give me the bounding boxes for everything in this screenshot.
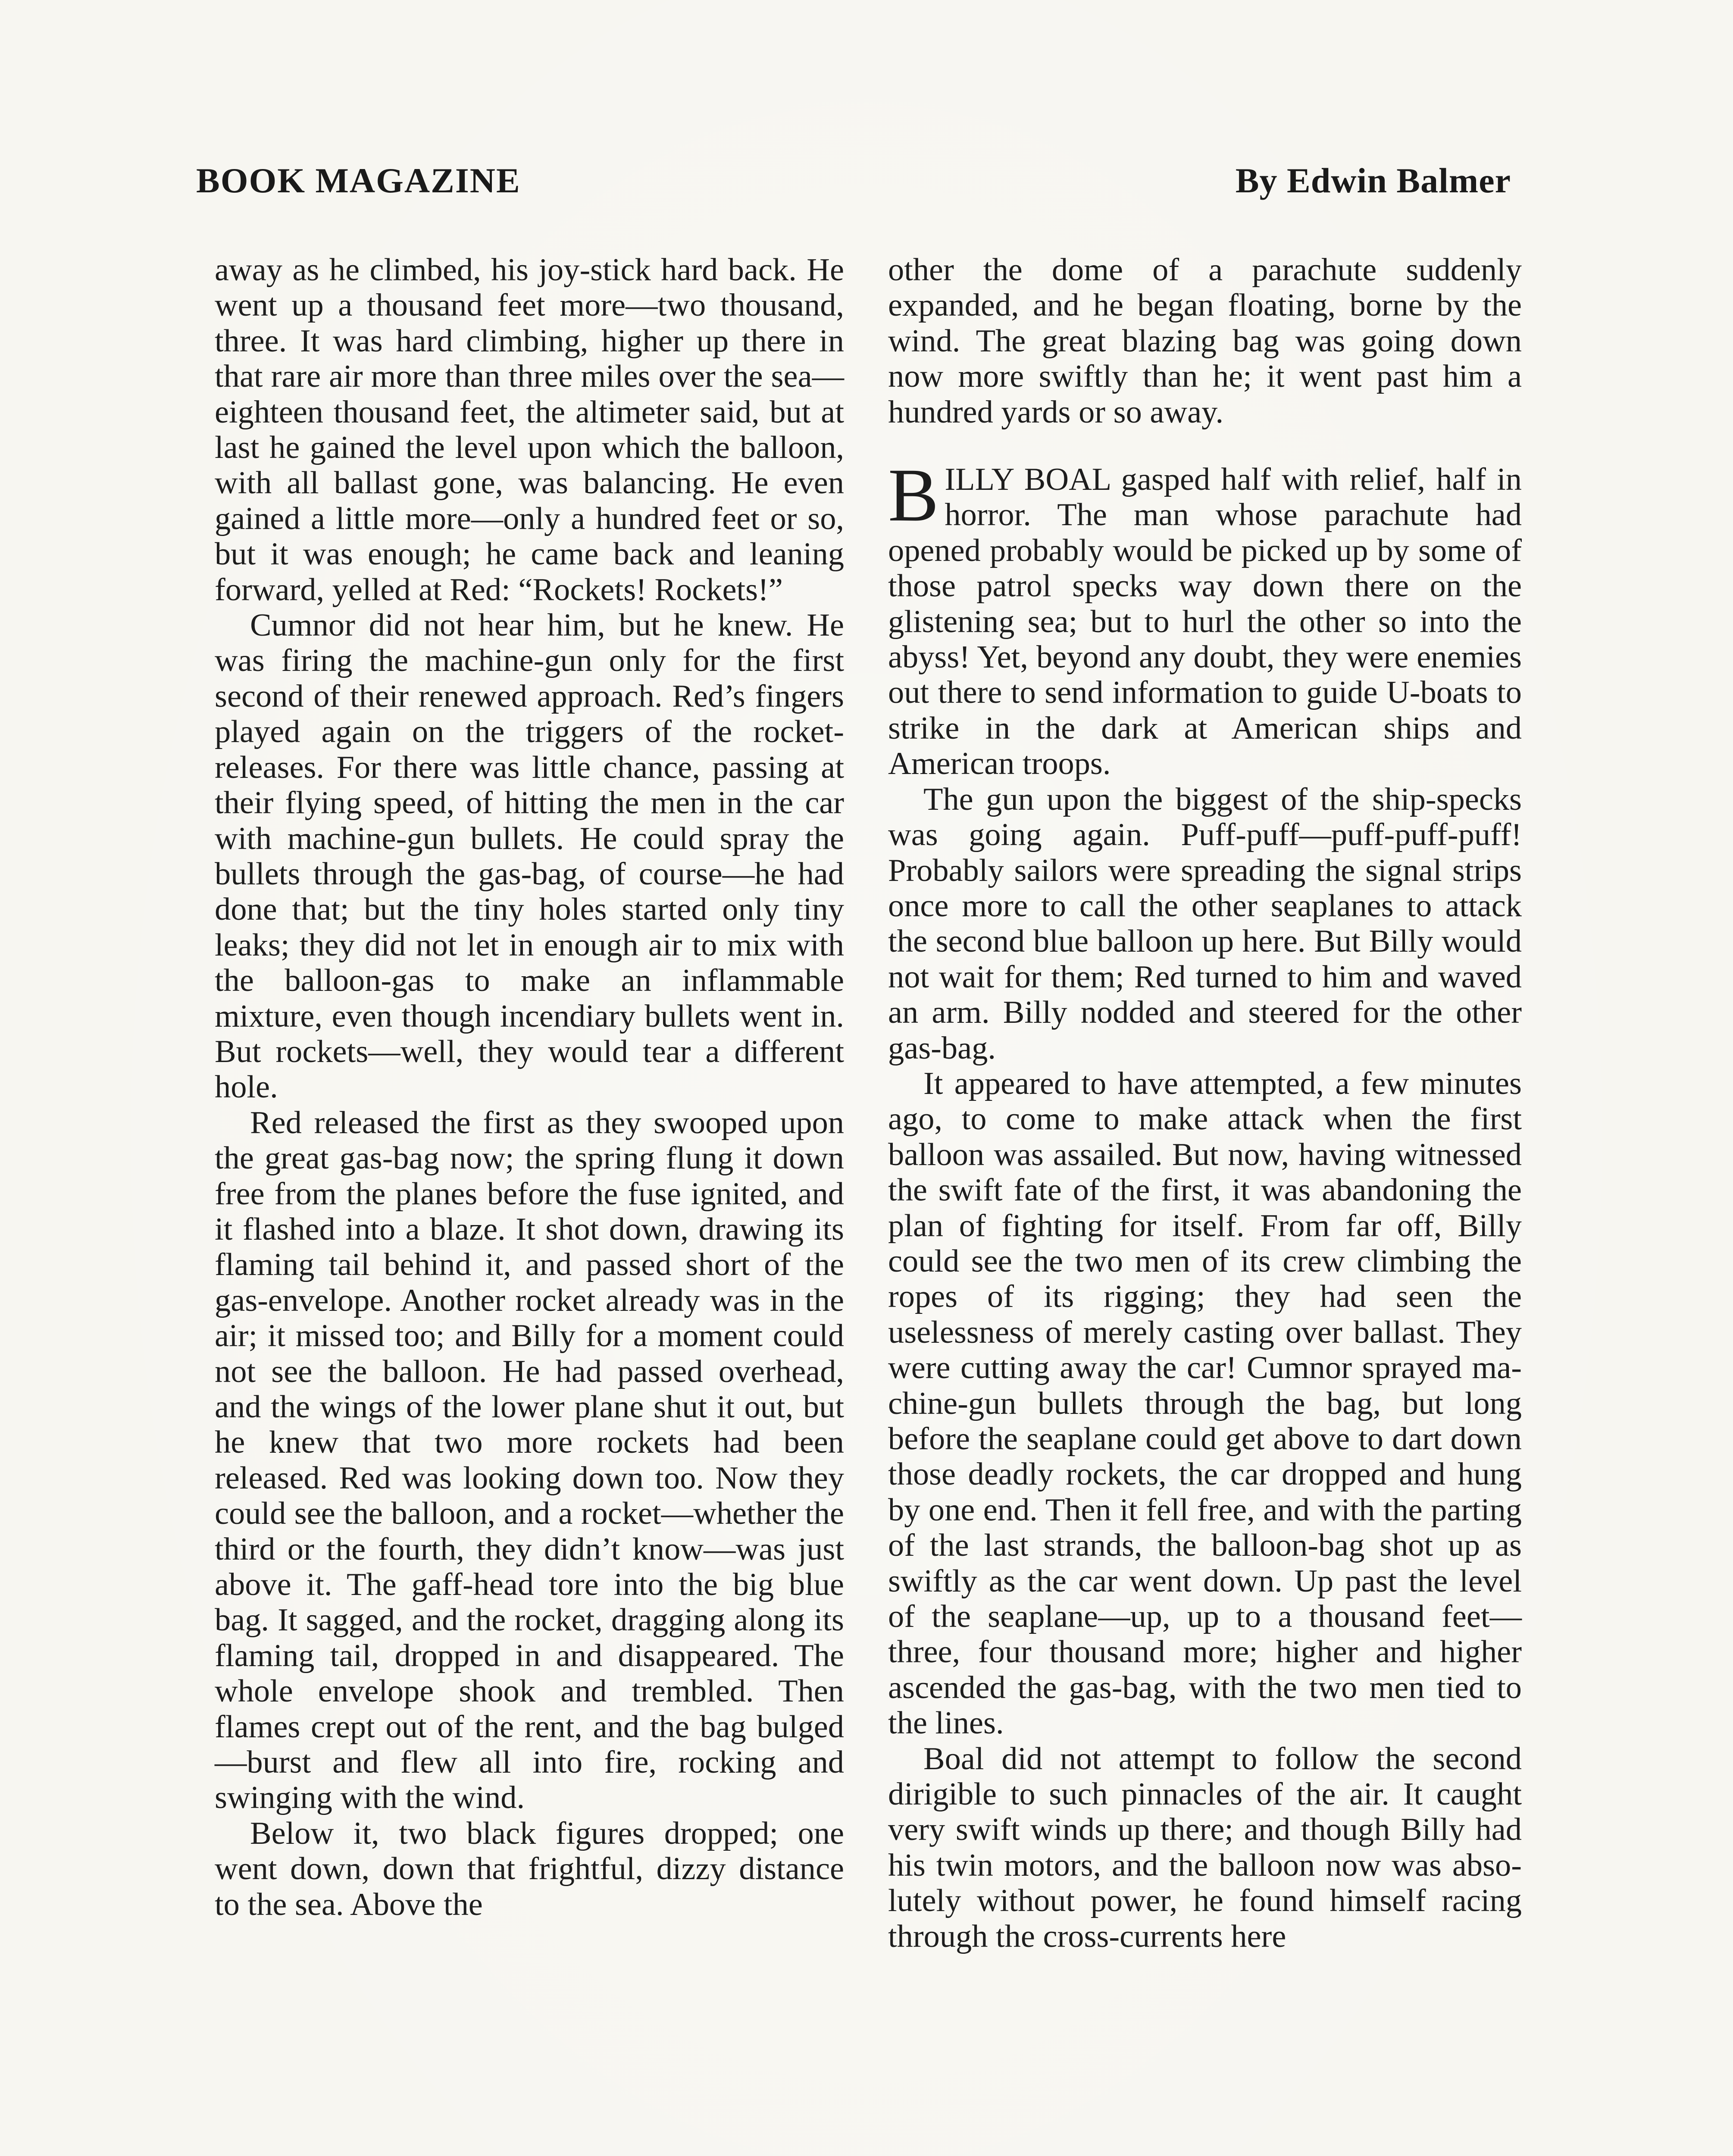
drop-cap: B bbox=[888, 453, 939, 538]
left-column bbox=[215, 252, 844, 2156]
paragraph: other the dome of a parachute suddenly expanded, and he began floating, borne by the wind. The great blazing bag was going down now more swiftly than he; it went past him a hundred yards or so away. bbox=[888, 252, 1522, 430]
magazine-title: BOOK MAGAZINE bbox=[196, 161, 521, 200]
paragraph: The gun upon the biggest of the ship-specks was going again. Puff-puff—puff-puff-puff! Probably sailors were spreading the signal strips once more to call the other seaplanes to attack the second blue balloon up here. But Billy would not wait for them; Red turned to him and waved an arm. Billy nodded and steered for the other gas-bag. bbox=[888, 781, 1522, 1066]
paragraph: Below it, two black figures dropped; one went down, down that frightful, dizzy distance to the sea. Above the bbox=[215, 1815, 844, 1922]
paragraph: Cumnor did not hear him, but he knew. He was firing the machine-gun only for the first second of their renewed approach. Red’s fingers played again on the triggers of the rocket-releases. For there was little chance, passing at their flying speed, of hitting the men in the car with machine-gun bullets. He could spray the bullets through the gas-bag, of course—he had done that; but the tiny holes started only tiny leaks; they did not let in enough air to mix with the balloon-gas to make an inflammable mixture, even though incendiary bullets went in. But rockets—well, they would tear a different hole. bbox=[215, 608, 844, 1105]
paragraph: away as he climbed, his joy-stick hard back. He went up a thousand feet more—two thousand, three. It was hard climbing, higher up there in that rare air more than three miles over the sea—eighteen thousand feet, the altimeter said, but at last he gained the level upon which the balloon, with all ballast gone, was balancing. He even gained a little more—only a hundred feet or so, but it was enough; he came back and leaning forward, yelled at Red: “Rockets! Rockets!” bbox=[215, 252, 844, 608]
paragraph: It appeared to have attempted, a few minutes ago, to come to make attack when the first balloon was assailed. But now, having witnessed the swift fate of the first, it was abandoning the plan of fighting for itself. From far off, Billy could see the two men of its crew climbing the ropes of its rigging; they had seen the uselessness of merely casting over ballast. They were cutting away the car! Cumnor sprayed machine-gun bullets through the bag, but long before the seaplane could get above to dart down those deadly rockets, the car dropped and hung by one end. Then it fell free, and with the parting of the last strands, the balloon-bag shot up as swiftly as the car went down. Up past the level of the seaplane—up, up to a thousand feet—three, four thousand more; higher and higher ascended the gas-bag, with the two men tied to the lines. bbox=[888, 1065, 1522, 1741]
section-opening-paragraph bbox=[888, 453, 1522, 782]
right-column bbox=[888, 252, 1522, 2156]
paragraph: Boal did not attempt to follow the second dirigible to such pinnacles of the air. It caught very swift winds up there; and though Billy had his twin motors, and the balloon now was absolutely without power, he found himself racing through the cross-currents here bbox=[888, 1741, 1522, 1954]
author-byline: By Edwin Balmer bbox=[1235, 161, 1511, 200]
paragraph-text: ILLY BOAL gasped half with relief, half in horror. The man whose parachute had opened probably would be picked up by some of those patrol specks way down there on the glistening sea; but to hurl the other so into the abyss! Yet, beyond any doubt, they were enemies out there to send information to guide U-boats to strike in the dark at American ships and American troops. bbox=[888, 462, 1522, 782]
running-head bbox=[196, 160, 1511, 212]
paragraph: Red released the first as they swooped upon the great gas-bag now; the spring flung it down free from the planes before the fuse ignited, and it flashed into a blaze. It shot down, drawing its flaming tail behind it, and passed short of the gas-envelope. Another rocket already was in the air; it missed too; and Billy for a moment could not see the balloon. He had passed overhead, and the wings of the lower plane shut it out, but he knew that two more rockets had been released. Red was looking down too. Now they could see the balloon, and a rocket—whether the third or the fourth, they didn’t know—was just above it. The gaff-head tore into the big blue bag. It sagged, and the rocket, dragging along its flaming tail, dropped in and disappeared. The whole envelope shook and trembled. Then flames crept out of the rent, and the bag bulged—burst and flew all into fire, rocking and swinging with the wind. bbox=[215, 1105, 844, 1816]
